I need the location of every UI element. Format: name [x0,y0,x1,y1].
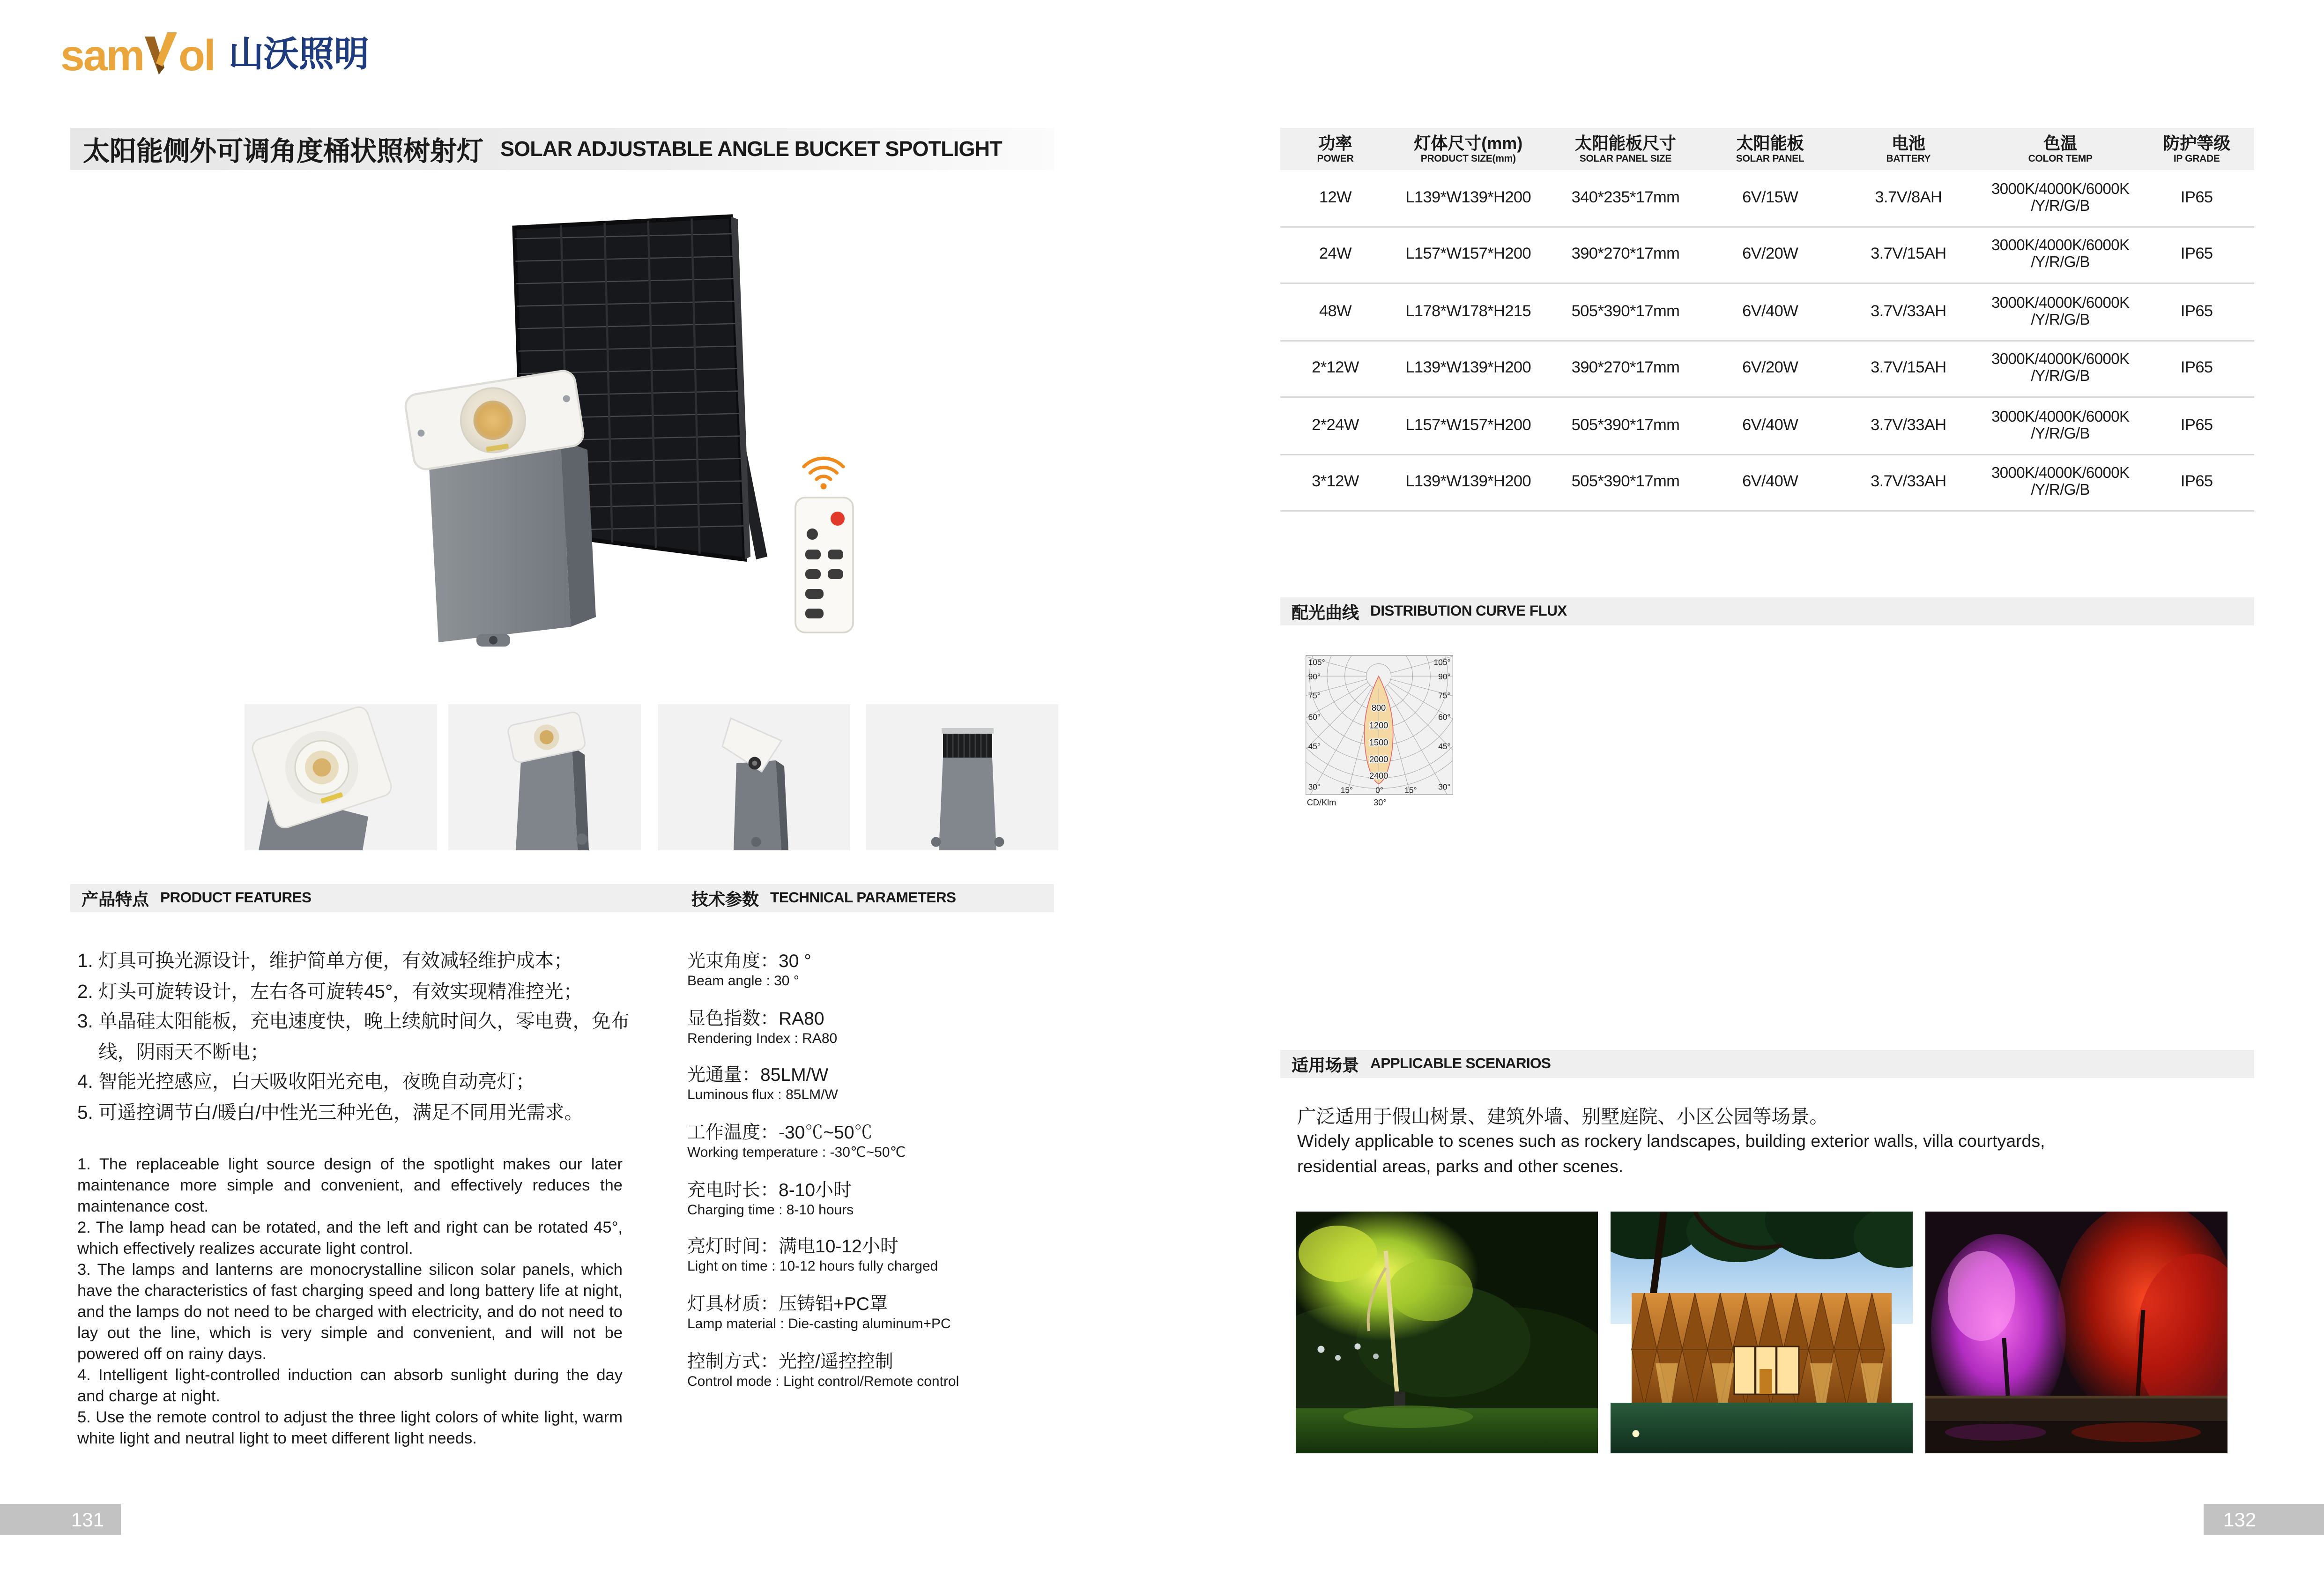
cell-ip: IP65 [2180,417,2213,434]
cell-panel: 6V/40W [1742,303,1798,320]
cell-panel-size: 390*270*17mm [1571,246,1680,263]
wifi-icon [804,458,843,479]
logo-text-cn: 山沃照明 [228,34,369,74]
feature-item-en: 2. The lamp head can be rotated, and the left and right can be rotated 45°, which effectively realizes accurate light control. [77,1220,623,1258]
cell-panel-size: 505*390*17mm [1571,474,1680,491]
scenarios-header-bar [1280,1050,2254,1078]
cell-ip: IP65 [2180,246,2213,263]
table-row [1280,170,2254,227]
page-number-left: 131 [0,1504,121,1535]
main-product-photo [327,197,890,647]
tech-header-cn: 技术参数 [691,889,759,909]
cell-panel-size: 505*390*17mm [1571,303,1680,320]
tech-header-en: TECHNICAL PARAMETERS [770,890,956,907]
cell-color-temp: 3000K/4000K/6000K /Y/R/G/B [1991,409,2130,443]
col-color-temp: 色温 COLOR TEMP [2028,133,2093,164]
svg-text:1200: 1200 [1369,721,1388,730]
cell-ip: IP65 [2180,474,2213,491]
technical-parameters [687,950,1055,1408]
feature-item: 2. 灯头可旋转设计，左右各可旋转45°，有效实现精准控光； [77,980,583,1002]
svg-text:75°: 75° [1438,691,1451,700]
cell-power: 3*12W [1312,474,1359,491]
svg-text:2400: 2400 [1369,771,1388,781]
feature-item: 5. 可遥控调节白/暖白/中性光三种光色，满足不同用光需求。 [77,1101,584,1123]
param-working-temperature: 工作温度：-30℃~50℃ Working temperature : -30℃~50℃ [687,1122,906,1161]
cell-color-temp: 3000K/4000K/6000K /Y/R/G/B [1991,181,2130,215]
cell-color-temp: 3000K/4000K/6000K /Y/R/G/B [1991,295,2130,329]
thumbnail-side-view [658,704,850,850]
distribution-header-bar [1280,597,2254,625]
svg-text:0°: 0° [1375,785,1383,795]
cell-panel: 6V/40W [1742,474,1798,491]
svg-text:60°: 60° [1308,712,1321,722]
product-title-en: SOLAR ADJUSTABLE ANGLE BUCKET SPOTLIGHT [500,137,1002,161]
thumbnail-lens-closeup [245,704,437,850]
svg-text:2000: 2000 [1369,755,1388,765]
svg-text:90°: 90° [1438,672,1451,682]
scenario-photo-tree-uplight [1296,1212,1598,1453]
cell-panel: 6V/40W [1742,417,1798,434]
scenario-photo-colored-trees [1925,1212,2227,1453]
svg-text:105°: 105° [1433,657,1451,667]
logo-text-sam: sam [60,30,144,80]
col-solar-panel: 太阳能板 SOLAR PANEL [1736,133,1804,164]
features-list-en [77,1155,623,1451]
col-battery: 电池 BATTERY [1886,133,1931,164]
svg-text:45°: 45° [1438,742,1451,751]
brand-logo [60,31,369,79]
thumbnail-front-view [448,704,641,850]
param-lamp-material: 灯具材质：压铸铝+PC罩 Lamp material : Die-casting aluminum+PC [687,1293,951,1333]
cell-battery: 3.7V/33AH [1871,417,1946,434]
cell-ip: IP65 [2180,303,2213,320]
spec-table-header [1280,128,2254,170]
cell-panel: 6V/20W [1742,360,1798,377]
cell-color-temp: 3000K/4000K/6000K /Y/R/G/B [1991,465,2130,499]
feature-item-en: 4. Intelligent light-controlled induction can absorb sunlight during the day and charge at night. [77,1368,623,1406]
param-beam-angle: 光束角度：30 ° Beam angle : 30 ° [687,950,811,989]
cell-ip: IP65 [2180,360,2213,377]
feature-item: 4. 智能光控感应，白天吸收阳光充电，夜晚自动亮灯； [77,1071,535,1093]
feature-item: 3. 单晶硅太阳能板，充电速度快，晚上续航时间久，零电费，免布线，阴雨天不断电； [77,1011,630,1063]
scenarios-header-en: APPLICABLE SCENARIOS [1370,1056,1551,1072]
svg-text:45°: 45° [1308,742,1321,751]
svg-text:75°: 75° [1308,691,1321,700]
cell-color-temp: 3000K/4000K/6000K /Y/R/G/B [1991,238,2130,272]
cell-battery: 3.7V/8AH [1875,189,1942,207]
cell-size: L139*W139*H200 [1405,189,1531,207]
cell-size: L157*W157*H200 [1405,246,1531,263]
scenarios-text-en: Widely applicable to scenes such as rockery landscapes, building exterior walls, villa courtyards, residential areas, parks and other scenes. [1297,1131,2045,1176]
logo-v-icon [142,31,180,76]
table-row [1280,284,2254,341]
table-row [1280,398,2254,455]
features-header-bar [70,884,1054,912]
product-title-cn: 太阳能侧外可调角度桶状照树射灯 [83,137,484,167]
feature-item: 1. 灯具可换光源设计，维护简单方便，有效减轻维护成本； [77,950,573,971]
svg-text:30°: 30° [1438,782,1451,792]
col-solar-panel-size: 太阳能板尺寸 SOLAR PANEL SIZE [1574,133,1676,164]
cell-size: L178*W178*H215 [1405,303,1531,320]
table-row [1280,227,2254,284]
cell-panel: 6V/15W [1742,189,1798,207]
cell-panel-size: 340*235*17mm [1571,189,1680,207]
svg-text:105°: 105° [1308,657,1325,667]
cell-power: 2*24W [1312,417,1359,434]
scenarios-text-cn: 广泛适用于假山树景、建筑外墙、别墅庭院、小区公园等场景。 [1297,1106,1828,1127]
col-ip-grade: 防护等级 IP GRADE [2163,133,2231,164]
svg-text:90°: 90° [1308,672,1321,682]
cell-power: 2*12W [1312,360,1359,377]
cell-ip: IP65 [2180,189,2213,207]
feature-item-en: 5. Use the remote control to adjust the three light colors of white light, warm white light and neutral light to meet different light needs. [77,1410,623,1448]
distribution-header-en: DISTRIBUTION CURVE FLUX [1370,603,1567,620]
cell-panel-size: 390*270*17mm [1571,360,1680,377]
features-header-cn: 产品特点 [82,889,149,909]
scenarios-header-cn: 适用场景 [1292,1055,1359,1075]
chart-unit-label: CD/Klm [1307,798,1336,808]
cell-battery: 3.7V/15AH [1871,360,1946,377]
features-list-cn [77,946,639,1128]
cell-power: 24W [1319,246,1352,263]
cell-size: L139*W139*H200 [1405,360,1531,377]
chart-bottom-angle-label: 30° [1374,798,1387,808]
thumbnail-back-view [866,704,1058,850]
cell-color-temp: 3000K/4000K/6000K /Y/R/G/B [1991,351,2130,386]
cell-power: 12W [1319,189,1352,207]
cell-size: L139*W139*H200 [1405,474,1531,491]
remote-control [795,458,853,632]
param-charging-time: 充电时长：8-10小时 Charging time : 8-10 hours [687,1179,854,1219]
param-control-mode: 控制方式：光控/遥控控制 Control mode : Light control/Remote control [687,1350,959,1390]
bucket-light [404,369,596,647]
distribution-curve-figure [1306,655,1453,817]
cell-panel: 6V/20W [1742,246,1798,263]
scenario-photo-building-wall [1611,1212,1913,1453]
svg-text:15°: 15° [1340,785,1353,795]
cell-panel-size: 505*390*17mm [1571,417,1680,434]
col-product-size: 灯体尺寸(mm) PRODUCT SIZE(mm) [1414,133,1523,164]
features-header-en: PRODUCT FEATURES [160,890,312,907]
param-luminous-flux: 光通量：85LM/W Luminous flux : 85LM/W [687,1064,838,1104]
cell-power: 48W [1319,303,1352,320]
svg-text:15°: 15° [1404,785,1417,795]
cell-battery: 3.7V/33AH [1871,303,1946,320]
logo-text-ol: ol [178,30,215,80]
col-power: 功率 POWER [1317,133,1354,164]
product-title-bar [70,128,1054,170]
remote-power-button [831,512,845,526]
param-rendering-index: 显色指数：RA80 Rendering Index : RA80 [687,1007,838,1047]
page-number-right: 132 [2204,1504,2324,1535]
distribution-header-cn: 配光曲线 [1292,602,1359,622]
feature-item-en: 3. The lamps and lanterns are monocrystalline silicon solar panels, which have the characteristics of fast charging speed and long battery life at night, and the lamps do not need to be charged with electricity, and do not need to lay out the line, which is very simple and convenient, and will not be powered off on rainy days. [77,1262,623,1363]
svg-text:800: 800 [1371,703,1386,713]
table-row [1280,341,2254,398]
cell-size: L157*W157*H200 [1405,417,1531,434]
svg-text:30°: 30° [1308,782,1321,792]
feature-item-en: 1. The replaceable light source design of the spotlight makes our later maintenance more simple and convenient, and effectively reduces the maintenance cost. [77,1157,623,1216]
cell-battery: 3.7V/15AH [1871,246,1946,263]
distribution-curve-chart [1306,655,1453,810]
cell-battery: 3.7V/33AH [1871,474,1946,491]
svg-text:1500: 1500 [1369,737,1388,747]
svg-text:60°: 60° [1438,712,1451,722]
table-row [1280,455,2254,512]
param-light-on-time: 亮灯时间：满电10-12小时 Light on time : 10-12 hours fully charged [687,1236,938,1276]
spec-table [1280,128,2254,512]
